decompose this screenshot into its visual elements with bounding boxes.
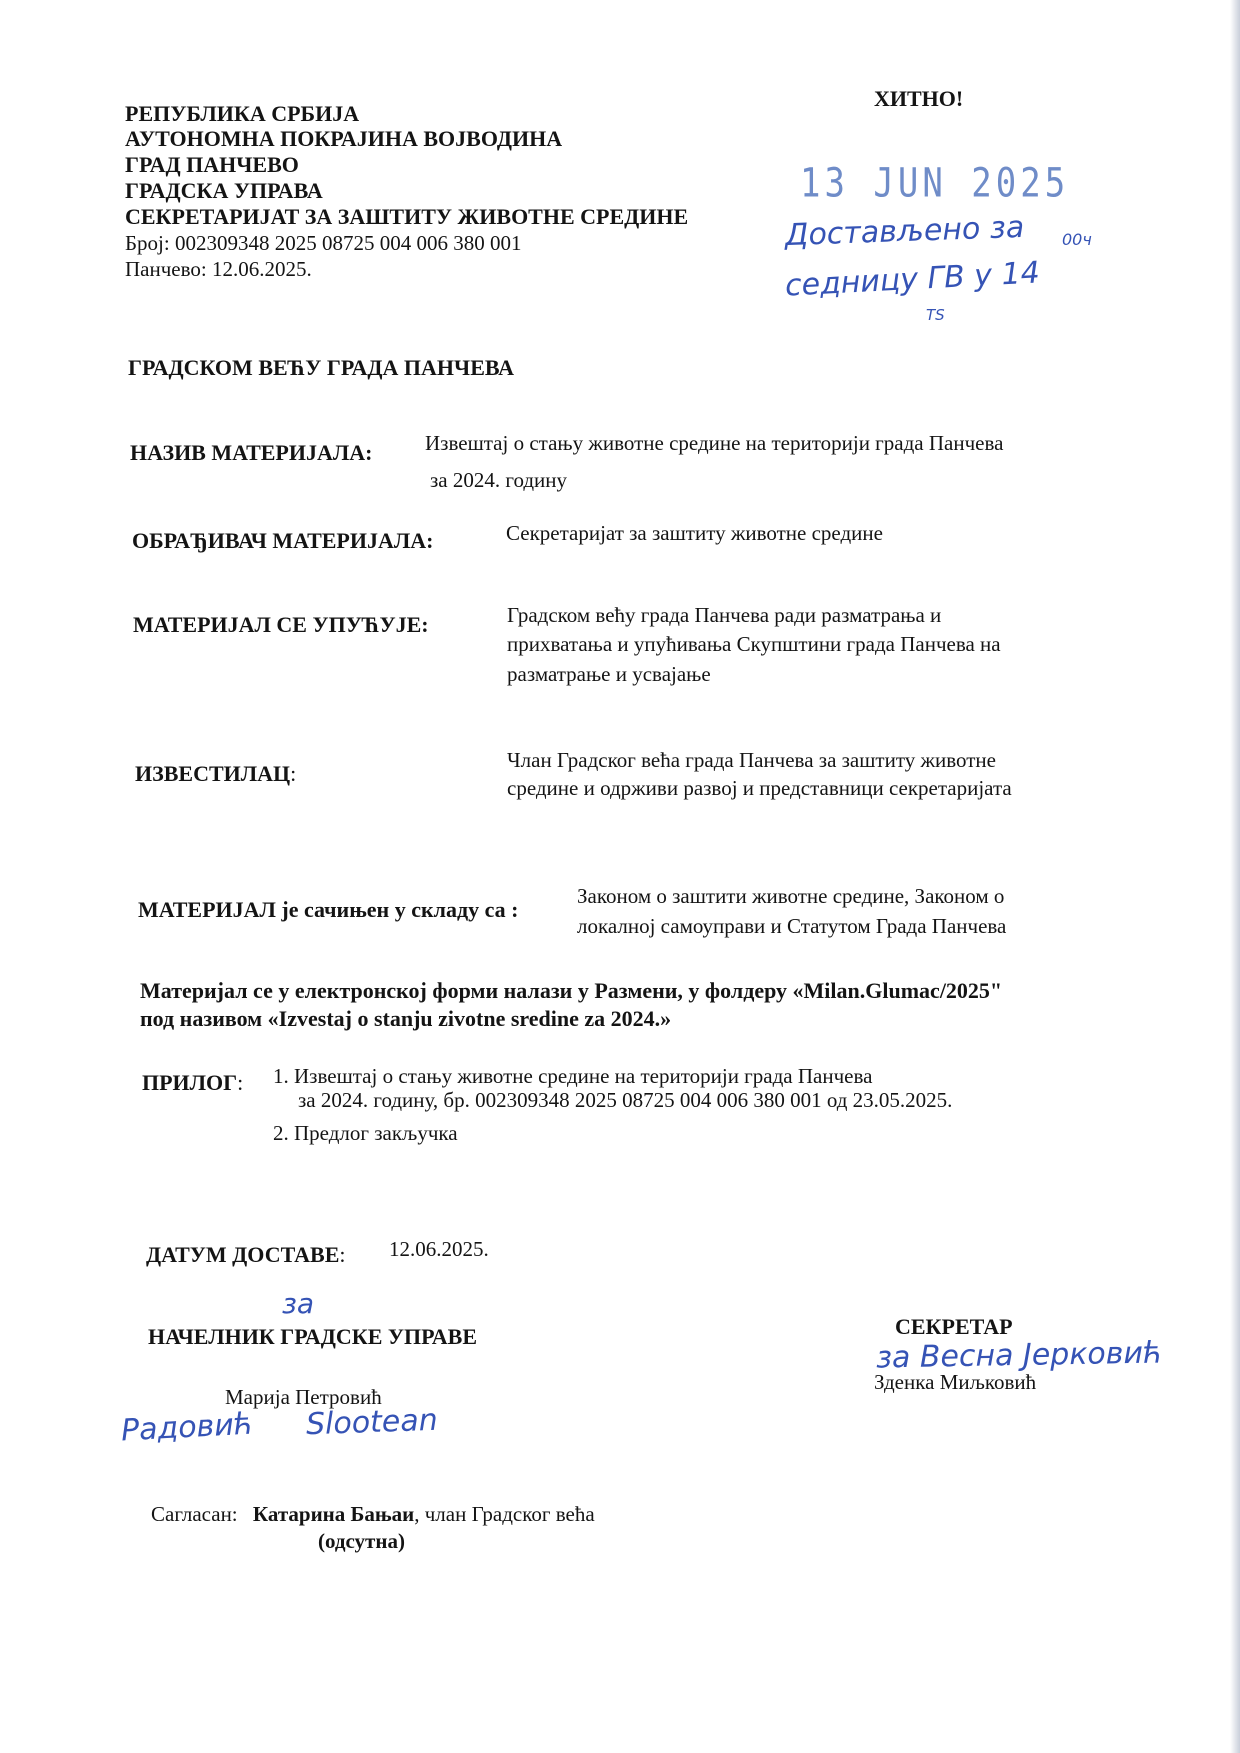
handwritten-note-line2: седницу ГВ у 14 xyxy=(784,255,1041,304)
document-number: Број: 002309348 2025 08725 004 006 380 001 xyxy=(125,231,522,255)
agreement-name: Катарина Бањаи xyxy=(252,1502,415,1526)
handwritten-signature-secretary: за Весна Јерковић xyxy=(875,1335,1163,1376)
attachment-2: 2. Предлог закључка xyxy=(273,1121,458,1145)
handwritten-signature-head-2: Slootean xyxy=(305,1402,439,1443)
addressee: ГРАДСКОМ ВЕЋУ ГРАДА ПАНЧЕВА xyxy=(128,355,515,380)
header-secretariat: СЕКРЕТАРИЈАТ ЗА ЗАШТИТУ ЖИВОТНЕ СРЕДИНЕ xyxy=(125,204,689,229)
reporter-line1: Члан Градског већа града Панчева за заштиту животне xyxy=(507,748,996,772)
delivery-date-label-colon: : xyxy=(339,1242,346,1267)
head-of-administration-title: НАЧЕЛНИК ГРАДСКЕ УПРАВЕ xyxy=(148,1324,478,1349)
author-value: Секретаријат за заштиту животне средине xyxy=(506,521,883,545)
electronic-location-line1: Материјал се у електронској форми налази у Размени, у фолдеру «Milan.Glumac/2025" xyxy=(140,978,1003,1003)
material-title-line1: Извештај о стању животне средине на територији града Панчева xyxy=(425,431,1004,455)
header-city: ГРАД ПАНЧЕВО xyxy=(125,152,299,177)
delivery-date-value: 12.06.2025. xyxy=(389,1237,489,1261)
agreement-status: (одсутна) xyxy=(318,1529,405,1553)
author-label: ОБРАЂИВАЧ МАТЕРИЈАЛА: xyxy=(132,528,434,553)
agreement-role: , члан Градског већа xyxy=(414,1502,595,1526)
electronic-location-line2: под називом «Izvestaj o stanju zivotne sredine za 2024.» xyxy=(140,1006,672,1031)
scan-edge-shadow xyxy=(1230,0,1240,1753)
sent-to-line2: прихватања и упућивања Скупштини града Панчева на xyxy=(507,632,1001,656)
sent-to-label: МАТЕРИЈАЛ СЕ УПУЋУЈЕ: xyxy=(133,612,429,637)
received-date-stamp: 13 JUN 2025 xyxy=(800,160,1070,208)
secretary-name: Зденка Миљковић xyxy=(874,1370,1037,1394)
material-title-line2: за 2024. годину xyxy=(430,468,568,492)
header-administration: ГРАДСКА УПРАВА xyxy=(125,178,323,203)
sent-to-line1: Градском већу града Панчева ради разматрања и xyxy=(507,603,942,627)
attachment-1-line1: 1. Извештај о стању животне средине на територији града Панчева xyxy=(273,1064,873,1088)
compliance-label: МАТЕРИЈАЛ је сачињен у складу са : xyxy=(138,897,519,922)
delivery-date-label xyxy=(146,1242,346,1268)
urgent-mark: ХИТНО! xyxy=(874,86,964,111)
attachments-label-colon: : xyxy=(237,1070,244,1095)
delivery-date-label-text: ДАТУМ ДОСТАВЕ xyxy=(146,1242,340,1267)
compliance-line2: локалној самоуправи и Статутом Града Панчева xyxy=(577,914,1007,938)
handwritten-note-time: 00ч xyxy=(1062,230,1092,249)
attachments-label-text: ПРИЛОГ xyxy=(142,1070,238,1095)
header-republic: РЕПУБЛИКА СРБИЈА xyxy=(125,101,360,126)
attachments-label xyxy=(142,1070,243,1096)
material-title-label: НАЗИВ МАТЕРИЈАЛА: xyxy=(130,440,373,465)
head-of-administration-name: Марија Петровић xyxy=(225,1385,382,1409)
compliance-line1: Законом о заштити животне средине, Законом о xyxy=(577,884,1005,908)
reporter-label-text: ИЗВЕСТИЛАЦ xyxy=(135,761,291,786)
sent-to-line3: разматрање и усвајање xyxy=(507,662,711,686)
place-date: Панчево: 12.06.2025. xyxy=(125,257,312,281)
header-province: АУТОНОМНА ПОКРАЈИНА ВОЈВОДИНА xyxy=(125,126,563,151)
secretary-title: СЕКРЕТАР xyxy=(895,1314,1013,1339)
agreement-label: Сагласан: xyxy=(151,1502,238,1526)
handwritten-za-head: за xyxy=(282,1287,315,1320)
reporter-label-colon: : xyxy=(290,761,297,786)
reporter-label xyxy=(135,761,296,787)
attachment-1-line2: за 2024. годину, бр. 002309348 2025 08725 004 006 380 001 од 23.05.2025. xyxy=(298,1088,953,1112)
handwritten-signature-head-1: Радовић xyxy=(120,1406,255,1449)
handwritten-note-line1: Достављено за xyxy=(784,209,1025,254)
reporter-line2: средине и одрживи развој и представници секретаријата xyxy=(507,776,1012,800)
agreement-line xyxy=(151,1501,595,1527)
handwritten-initials: TS xyxy=(926,306,945,324)
